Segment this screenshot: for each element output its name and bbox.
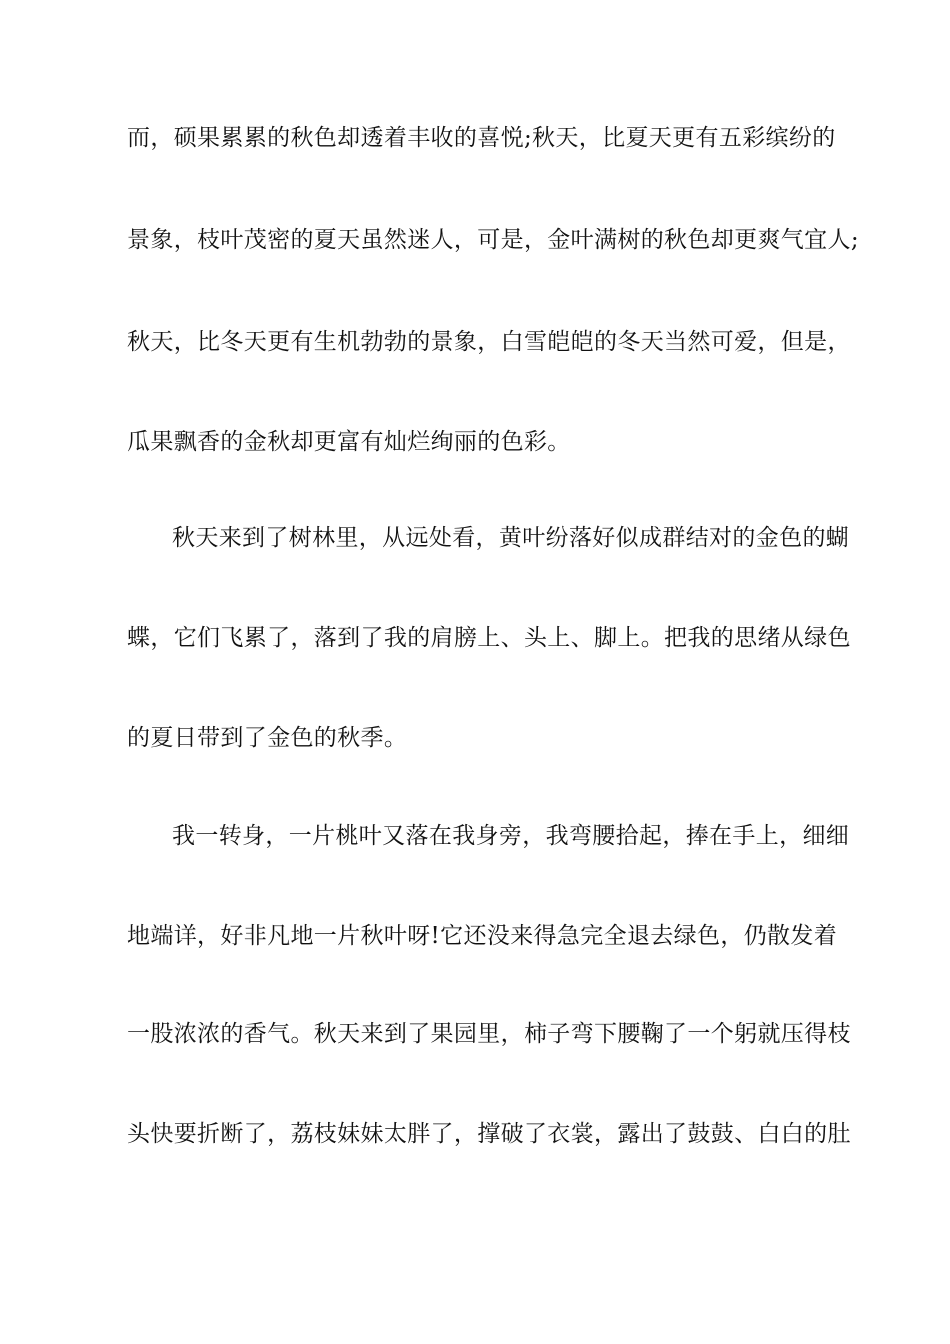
paragraph-first-line: 我一转身，一片桃叶又落在我身旁，我弯腰拾起，捧在手上，细细 <box>172 823 850 849</box>
text-line: 景象，枝叶茂密的夏天虽然迷人，可是，金叶满树的秋色却更爽气宜人; <box>127 227 859 253</box>
text-line: 的夏日带到了金色的秋季。 <box>127 725 408 751</box>
paragraph-first-line: 秋天来到了树林里，从远处看，黄叶纷落好似成群结对的金色的蝴 <box>172 525 850 551</box>
text-line: 地端详，好非凡地一片秋叶呀!它还没来得急完全退去绿色，仍散发着 <box>127 923 838 949</box>
text-line: 一股浓浓的香气。秋天来到了果园里，柿子弯下腰鞠了一个躬就压得枝 <box>127 1021 851 1047</box>
text-line: 瓜果飘香的金秋却更富有灿烂绚丽的色彩。 <box>127 429 571 455</box>
text-line: 秋天，比冬天更有生机勃勃的景象，白雪皑皑的冬天当然可爱，但是， <box>127 329 851 355</box>
text-line: 头快要折断了，荔枝妹妹太胖了，撑破了衣裳，露出了鼓鼓、白白的肚 <box>127 1121 851 1147</box>
text-line: 蝶，它们飞累了，落到了我的肩膀上、头上、脚上。把我的思绪从绿色 <box>127 625 851 651</box>
text-line: 而，硕果累累的秋色却透着丰收的喜悦;秋天，比夏天更有五彩缤纷的 <box>127 125 836 151</box>
